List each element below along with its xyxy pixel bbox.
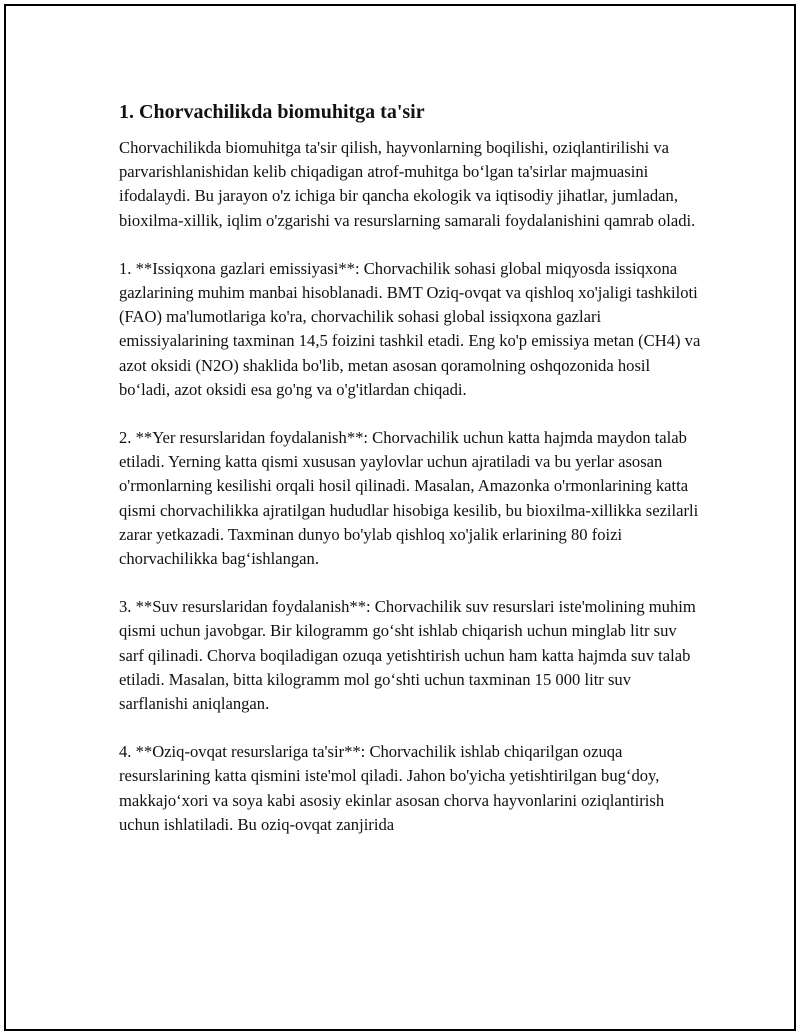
paragraph-greenhouse-gas-emissions: 1. **Issiqxona gazlari emissiyasi**: Chorvachilik sohasi global miqyosda issiqxona gazlarining muhim manbai hisoblanadi. BMT Oziq-ovqat va qishloq xo'jaligi tashkiloti (FAO) ma'lumotlariga ko'ra, chorvachilik sohasi global issiqxona gazlari emissiyalarining taxminan 14,5 foizini tashkil etadi. Eng ko'p emissiya metan (CH4) va azot oksidi (N2O) shaklida bo'lib, metan asosan qoramolning oshqozonida hosil bo‘ladi, azot oksidi esa go'ng va o'g'itlardan chiqadi. [119, 258, 701, 399]
paragraph-land-use: 2. **Yer resurslaridan foydalanish**: Chorvachilik uchun katta hajmda maydon talab etiladi. Yerning katta qismi xususan yaylovlar uchun ajratiladi va bu yerlar asosan o'rmonlarning kesilishi orqali hosil qilinadi. Masalan, Amazonka o'rmonlarining katta qismi chorvachilikka ajratilgan hududlar hisobiga kesilib, bu bioxilma-xillikka sezilarli zarar yetkazadi. Taxminan dunyo bo'ylab qishloq xo'jalik erlarining 80 foizi chorvachilikka bag‘ishlangan. [119, 428, 699, 569]
paragraph-food-resources: 4. **Oziq-ovqat resurslariga ta'sir**: Chorvachilik ishlab chiqarilgan ozuqa resurslarining katta qismini iste'mol qiladi. Jahon bo'yicha yetishtirilgan bug‘doy, makkajo‘xori va soya kabi asosiy ekinlar asosan chorva hayvonlarini oziqlantirish uchun ishlatiladi. Bu oziq-ovqat zanjirida [119, 742, 665, 834]
intro-paragraph: Chorvachilikda biomuhitga ta'sir qilish, hayvonlarning boqilishi, oziqlantirilishi va parvarishlanishidan kelib chiqadigan atrof-muhitga bo‘lgan ta'sirlar majmuasini ifodalaydi. Bu jarayon o'z ichiga bir qancha ekologik va iqtisodiy jihatlar, jumladan, bioxilma-xillik, iqlim o'zgarishi va resurslarning samarali foydalanishini qamrab oladi. [119, 138, 696, 230]
section-heading: 1. Chorvachilikda biomuhitga ta'sir [119, 101, 425, 123]
page-frame [4, 4, 796, 1031]
document-body [119, 98, 704, 861]
paragraph-water-use: 3. **Suv resurslaridan foydalanish**: Chorvachilik suv resurslari iste'molining muhim qismi uchun javobgar. Bir kilogramm go‘sht ishlab chiqarish uchun minglab litr suv sarf qilinadi. Chorva boqiladigan ozuqa yetishtirish uchun ham katta hajmda suv talab etiladi. Masalan, bitta kilogramm mol go‘shti uchun taxminan 15 000 litr suv sarflanishi aniqlangan. [119, 597, 696, 714]
